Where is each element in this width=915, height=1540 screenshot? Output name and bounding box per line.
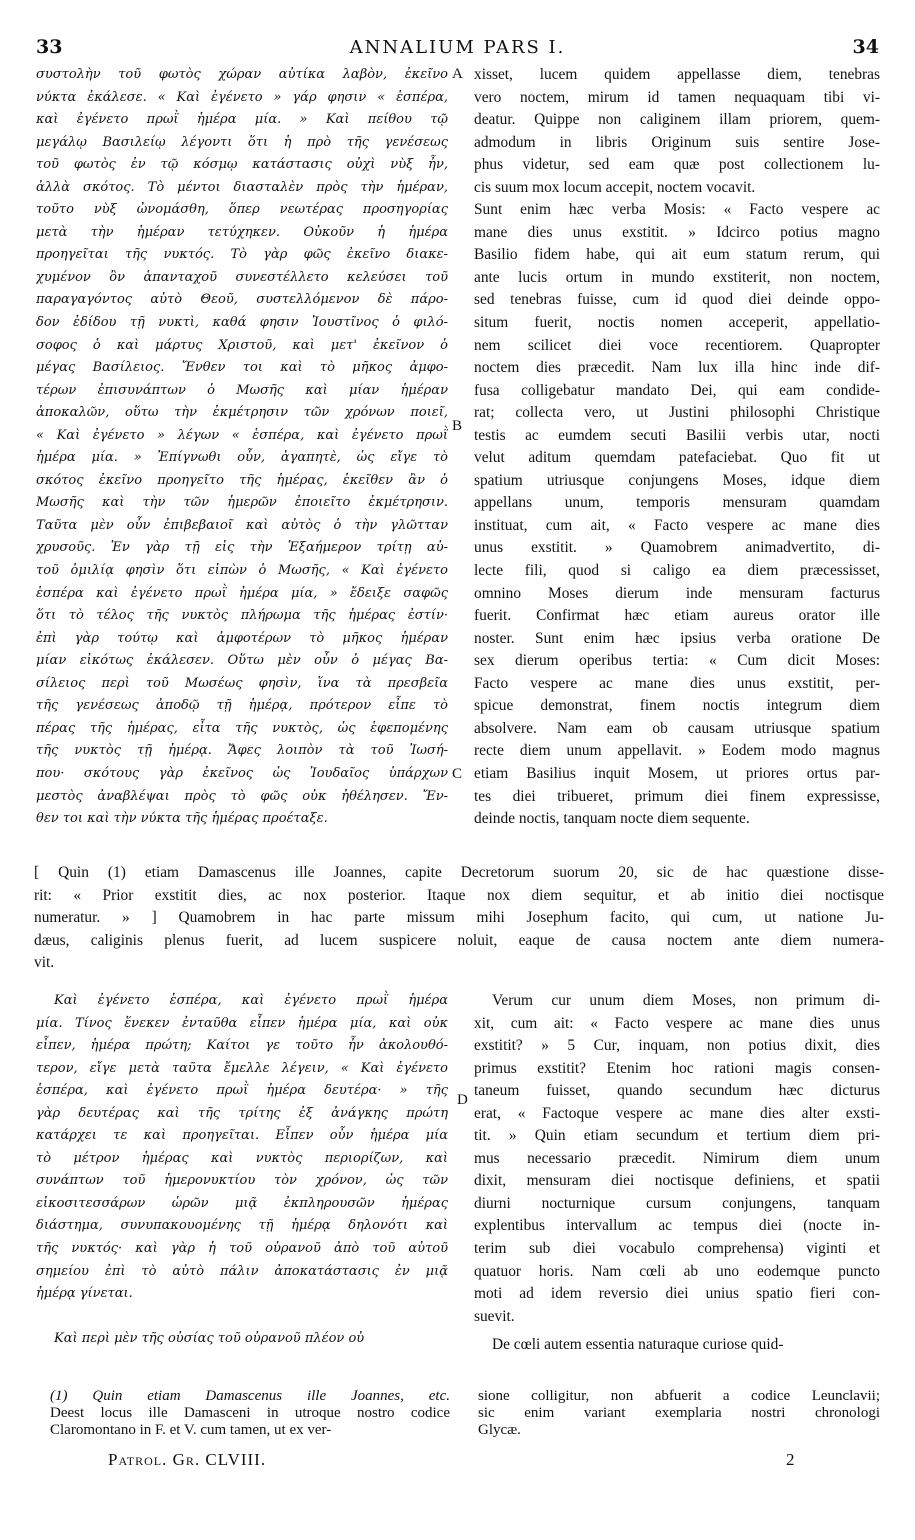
latin-text-line: deinde noctis, tanquam nocte diem sequente. [474,810,750,828]
greek-text-line: γὰρ δευτέρας καὶ τῆς τρίτης ἐξ ἀνάγκης πρώτη [36,1105,448,1121]
greek-text-line: κατάρχει τε καὶ προηγεῖται. Εἶπεν οὖν ἡμέρα μία [36,1128,448,1144]
greek-text-line: μεστὸς ἀναβλέψαι πρὸς τὸ φῶς οὐκ ἠθέλησεν. Ἔν- [36,788,448,804]
greek-text-line: ἀλλὰ σκότος. Τὸ μέντοι διασταλὲν πρὸς τὴν ἡμέραν, [36,179,448,195]
latin-text-line: Basilio fidem habe, qui ait eum statum rerum, qui [474,246,880,264]
greek-text-line: ἑσπέρα καὶ ἐγένετο πρωῒ ἡμέρα μία, » ἔδειξε σαφῶς [36,585,448,601]
greek-text-line: ἑσπέρα, καὶ ἐγένετο πρωῒ ἡμέρα δευτέρα· » τῆς [36,1083,448,1099]
greek-text-line: ἀποκαλῶν, οὕτω τὴν ἐκμέτρησιν τῶν χρόνων ποιεῖ, [36,405,448,421]
latin-text-line: noctem dies præcedit. Nam lux illa hinc inde dif- [474,359,880,377]
footnote-right [478,1388,880,1439]
latin-text-line: deatur. Quippe non caliginem illam priorem, quem- [474,111,880,129]
full-width-passage [34,862,884,975]
latin-text-line: rit: « Prior exstitit dies, ac nox posterior. Itaque nox diem sequitur, et ab initio diei noctisque [34,886,884,904]
greek-column-block1 [36,64,448,831]
latin-text-line: explentibus intervallum ac tempus diei (nocte in- [474,1217,880,1235]
latin-text-line: rat; collecta vero, ut Justini philosophi Christique [474,404,880,422]
greek-text-line: ἡμέρᾳ γίνεται. [36,1286,133,1302]
greek-text-line: σίλειος περὶ τοῦ Μωσέως φησὶν, ἵνα τὰ πρεσβεῖα [36,675,448,691]
greek-text-line: θεν τοι καὶ τὴν νύκτα τῆς ἡμέρας προέταξε. [36,811,328,827]
latin-text-line: vero noctem, mirum id tamen nequaquam tibi vi- [474,88,880,106]
greek-text-line: σκότος ἐκεῖνο προηγεῖτο τῆς ἡμέρας, ἐκεῖθεν ἂν ὁ [36,472,448,488]
page-number-left: 33 [36,36,63,58]
latin-text-line: nem scilicet diei voce recentiorem. Quapropter [474,336,880,354]
series-footer: Patrol. Gr. CLVIII. [108,1450,267,1469]
latin-text-line: noster. Sunt enim hæc ipsius verba oratione De [474,629,880,647]
footnote-line: Deest locus ille Damasceni in utroque nostro codice [50,1405,450,1421]
margin-letter-d: D [457,1092,468,1108]
greek-text-line: τερον, εἴγε μετὰ ταῦτα ἔμελλε λέγειν, « Καὶ ἐγένετο [36,1060,448,1076]
latin-text-line: velut aditum quemdam patefaciebat. Quo fit ut [474,449,880,467]
greek-text-line: μεγάλῳ Βασιλείῳ λέγοντι ὅτι ἡ πρὸ τῆς γενέσεως [36,134,448,150]
latin-text-line: etiam Basilius inquit Mosem, ut priores ortus par- [474,764,880,782]
greek-text-line: τοῦτο νὺξ ὠνομάσθη, ὅπερ νεωτέρας προσηγορίας [36,202,448,218]
latin-text-line: terim sub diei vocabulo comprehensa) viginti et [474,1240,880,1258]
footnote-line: Glycæ. [478,1422,521,1438]
greek-text-line: νύκτα ἐκάλεσε. « Καὶ ἐγένετο » γάρ φησιν « ἑσπέρα, [36,89,448,105]
greek-text-line: μίαν εἰκότως ἐκάλεσεν. Οὕτω μὲν οὖν ὁ μέγας Βα- [36,653,448,669]
greek-text-line: τοῦ φωτὸς ἐν τῷ κόσμῳ κατάστασις οὐχὶ νὺξ ἦν, [36,157,448,173]
latin-text-line: recte diem unum appellavit. » Eodem modo magnus [474,742,880,760]
latin-text-line: fuerit. Confirmat hæc etiam aureus orator ille [474,607,880,625]
greek-text-line: ὅτι τὸ τέλος τῆς νυκτὸς πλήρωμα τῆς ἡμέρας ἐστίν· [36,608,448,624]
page-number-right: 34 [852,36,879,58]
greek-text-line: μία. Τίνος ἕνεκεν ἐνταῦθα εἶπεν ἡμέρα μία, καὶ οὐκ [36,1015,448,1031]
greek-text-line: μέγας Βασίλειος. Ἔνθεν τοι καὶ τὸ μῆκος ἀμφο- [36,360,448,376]
latin-text-line: appellans unum, temporis mensuram quamdam [474,494,880,512]
greek-text-line: συνάπτων τοῦ ἡμερονυκτίου τὸν χρόνον, ὡς τῶν [36,1173,448,1189]
latin-text-line: tes diei tribueret, primum diei finem expressisse, [474,787,880,805]
footnote-line: sione colligitur, non abfuerit a codice Leunclavii; [478,1388,880,1404]
latin-text-line: spicue demonstrat, finem noctis integrum diem [474,697,880,715]
latin-column-block2 [474,990,880,1357]
latin-text-line: ante lucis ortum in mundo exstiterit, non noctem, [474,268,880,286]
greek-text-line: τῆς νυκτὸς τῇ ἡμέρᾳ. Ἄφες λοιπὸν τὰ τοῦ Ἰωσή- [36,743,448,759]
greek-text-line: που· σκότους γὰρ ἐκεῖνος ὡς Ἰουδαῖος ὑπάρχων [36,765,448,781]
footnote-line: sic enim variant exemplaria nostri chronologi [478,1405,880,1421]
margin-letter-a: A [452,66,463,82]
latin-text-line: exstitit? » 5 Cur, inquam, non potius dixit, dies [474,1037,880,1055]
latin-text-line: phus videtur, sed eam quæ post collectionem lu- [474,156,880,174]
latin-text-line: quatuor horis. Nam cœli ab uno eodemque puncto [474,1262,880,1280]
greek-text-line: χρυσοῦς. Ἐν γὰρ τῇ εἰς τὴν Ἑξαήμερον τρίτῃ αὐ- [36,540,448,556]
latin-text-line: tit. » Quin etiam secundum et tertium diem pri- [474,1127,880,1145]
footnote-line: Claromontano in F. et V. cum tamen, ut ex ver- [50,1422,332,1438]
latin-text-line: numeratur. » ] Quamobrem in hac parte missum mihi Josephum facito, qui cum, ut natione Ju- [34,909,884,927]
greek-text-line: εἰκοσιτεσσάρων ὡρῶν μιᾷ ἐκπληρουσῶν ἡμέρας [36,1195,448,1211]
latin-text-line: lecte fili, quod si caligo ea diem præcessisset, [474,562,880,580]
latin-text-line: Verum cur unum diem Moses, non primum di- [492,992,880,1009]
latin-text-line: instituat, cum ait, « Facto vespere ac mane dies [474,516,880,534]
greek-text-line: Μωσῆς καὶ τὴν τῶν ἡμερῶν ἐποιεῖτο ἐκμέτρησιν. [36,495,448,511]
greek-text-line: Καὶ ἐγένετο ἑσπέρα, καὶ ἐγένετο πρωῒ ἡμέρα [54,993,448,1008]
footnote-line: (1) Quin etiam Damascenus ille Joannes, etc. [50,1388,450,1404]
greek-text-line: τοῦ ὁμιλίᾳ φησὶν ὅτι εἰπὼν ὁ Μωσῆς, « Καὶ ἐγένετο [36,563,448,579]
latin-text-line: De cœli autem essentia naturaque curiose quid- [492,1336,784,1354]
greek-text-line: προηγεῖται τῆς νυκτός. Τὸ γὰρ φῶς ἐκεῖνο διακε- [36,247,448,263]
greek-text-line: σοφος ὁ καὶ μάρτυς Χριστοῦ, καὶ μετ' ἐκεῖνον ὁ [36,337,448,353]
margin-letter-c: C [452,766,463,782]
latin-text-line: absolvere. Nam eam ob causam utriusque spatium [474,719,880,737]
latin-text-line: admodum in libris Originum suis sentire Jose- [474,133,880,151]
latin-text-line: mus necessario præcedit. Nimirum diem unum [474,1149,880,1167]
latin-text-line: dæus, caliginis plenus fuerit, ad lucem suspicere noluit, eaque de causa noctem ante diem numera- [34,931,884,949]
running-header [36,36,879,62]
latin-text-line: testis ac eumdem secuti Basilii verbis utar, nocti [474,426,880,444]
greek-text-line: τῆς γενέσεως ἀποδῷ τῇ ἡμέρᾳ, πρότερον εἶπε τὸ [36,698,448,714]
greek-text-line: ἐπὶ γὰρ τούτῳ καὶ ἀμφοτέρων τὸ μῆκος ἡμέραν [36,630,448,646]
latin-text-line: fusa colligebatur mandato Dei, qui eam condide- [474,381,880,399]
latin-text-line: cis suum mox locum accepit, noctem vocavit. [474,178,756,196]
latin-text-line: unus exstitit. » Quamobrem animadvertito, di- [474,539,880,557]
greek-text-line: τὸ μέτρον ἡμέρας καὶ νυκτὸς περιορίζων, καὶ [36,1150,448,1166]
greek-text-line: ἡμέρα μία. » Ἐπίγνωθι οὖν, ἀγαπητὲ, ὡς εἴγε τὸ [36,450,448,466]
latin-text-line: xisset, lucem quidem appellasse diem, tenebras [474,66,880,83]
greek-text-line: δον ἐδίδου τῇ νυκτὶ, καθά φησιν Ἰουστῖνος ὁ φιλό- [36,315,448,331]
greek-text-line: Καὶ περὶ μὲν τῆς οὐσίας τοῦ οὐρανοῦ πλέον οὐ [54,1330,365,1346]
latin-text-line: Sunt enim hæc verba Mosis: « Facto vespere ac [474,201,880,219]
greek-text-line: σημείου ἐπὶ τὸ αὐτὸ πάλιν ἀποκατάστασις ἐν μιᾷ [36,1263,448,1279]
greek-text-line: διάστημα, συνυπακουομένης τῇ ἡμέρᾳ δηλονότι καὶ [36,1218,448,1234]
latin-text-line: taneum fuisset, quando secundum hæc dicturus [474,1082,880,1100]
latin-text-line: erat, « Factoque vespere ac mane dies alter exsti- [474,1104,880,1122]
greek-text-line: « Καὶ ἐγένετο » λέγων « ἑσπέρα, καὶ ἐγένετο πρωῒ [36,427,448,443]
greek-text-line: χυμένον ὂν ἁπανταχοῦ συνεστέλλετο κελεύσει τοῦ [36,269,448,285]
latin-column-block1 [474,64,880,831]
greek-text-line: τῆς νυκτός· καὶ γὰρ ἡ τοῦ οὐρανοῦ ἀπὸ τοῦ αὐτοῦ [36,1241,448,1257]
footnote-left [50,1388,450,1439]
latin-text-line: diurni nocturnique cursum conjungens, tanquam [474,1194,880,1212]
latin-text-line: primus exstitit? Etenim hoc rationi magis consen- [474,1059,880,1077]
latin-text-line: omnino Moses dierum inde mensuram facturus [474,584,880,602]
greek-text-line: τέρων ἐπισυνάπτων ὁ Μωσῆς καὶ μίαν ἡμέραν [36,382,448,398]
greek-text-line: μετὰ τὴν ἡμέραν τετύχηκεν. Οὐκοῦν ἡ ἡμέρα [36,224,448,240]
latin-text-line: Facto vespere ac mane dies unus exstitit, per- [474,674,880,692]
latin-text-line: [ Quin (1) etiam Damascenus ille Joannes, capite Decretorum suorum 20, sic de hac quæstione disse- [34,864,884,881]
running-title: ANNALIUM PARS I. [349,37,566,58]
latin-text-line: moti ad idem reversio diei unius spatio fieri con- [474,1285,880,1303]
margin-letter-b: B [452,418,463,434]
latin-text-line: spatium utriusque conjungens Moses, idque diem [474,471,880,489]
signature-mark: 2 [786,1450,796,1469]
latin-text-line: suevit. [474,1307,515,1325]
greek-text-line: Ταῦτα μὲν οὖν ἐπιβεβαιοῖ καὶ αὐτὸς ὁ τὴν γλῶτταν [36,517,448,533]
latin-text-line: vit. [34,954,55,972]
latin-text-line: xit, cum ait: « Facto vespere ac mane dies unus [474,1014,880,1032]
latin-text-line: sed tenebras fuisse, cum id quod diei deinde oppo- [474,291,880,309]
latin-text-line: dixit, mensuram diei noctisque definiens, et spatii [474,1172,880,1190]
greek-text-line: καὶ ἐγένετο πρωῒ ἡμέρα μία. » Καὶ πείθου τῷ [36,112,448,128]
greek-text-line: πέρας τῆς ἡμέρας, εἶτα τῆς νυκτὸς, ὡς ἑφεπομένης [36,720,448,736]
latin-text-line: mane dies unus exstitit. » Idcirco potius magno [474,223,880,241]
greek-column-block2 [36,990,448,1350]
greek-text-line: παραγαγόντος αὐτὸ Θεοῦ, συστελλόμενον δὲ πάρο- [36,292,448,308]
greek-text-line: συστολὴν τοῦ φωτὸς χώραν αὐτίκα λαβὸν, ἐκεῖνο [36,67,448,82]
greek-text-line: εἶπεν, ἡμέρα πρώτη; Καίτοι γε τοῦτο ἦν ἀκολουθό- [36,1038,448,1054]
latin-text-line: sex dierum operibus tertia: « Cum dicit Moses: [474,652,880,670]
latin-text-line: situm fuerit, noctis nomen acceperit, appellatio- [474,314,880,332]
